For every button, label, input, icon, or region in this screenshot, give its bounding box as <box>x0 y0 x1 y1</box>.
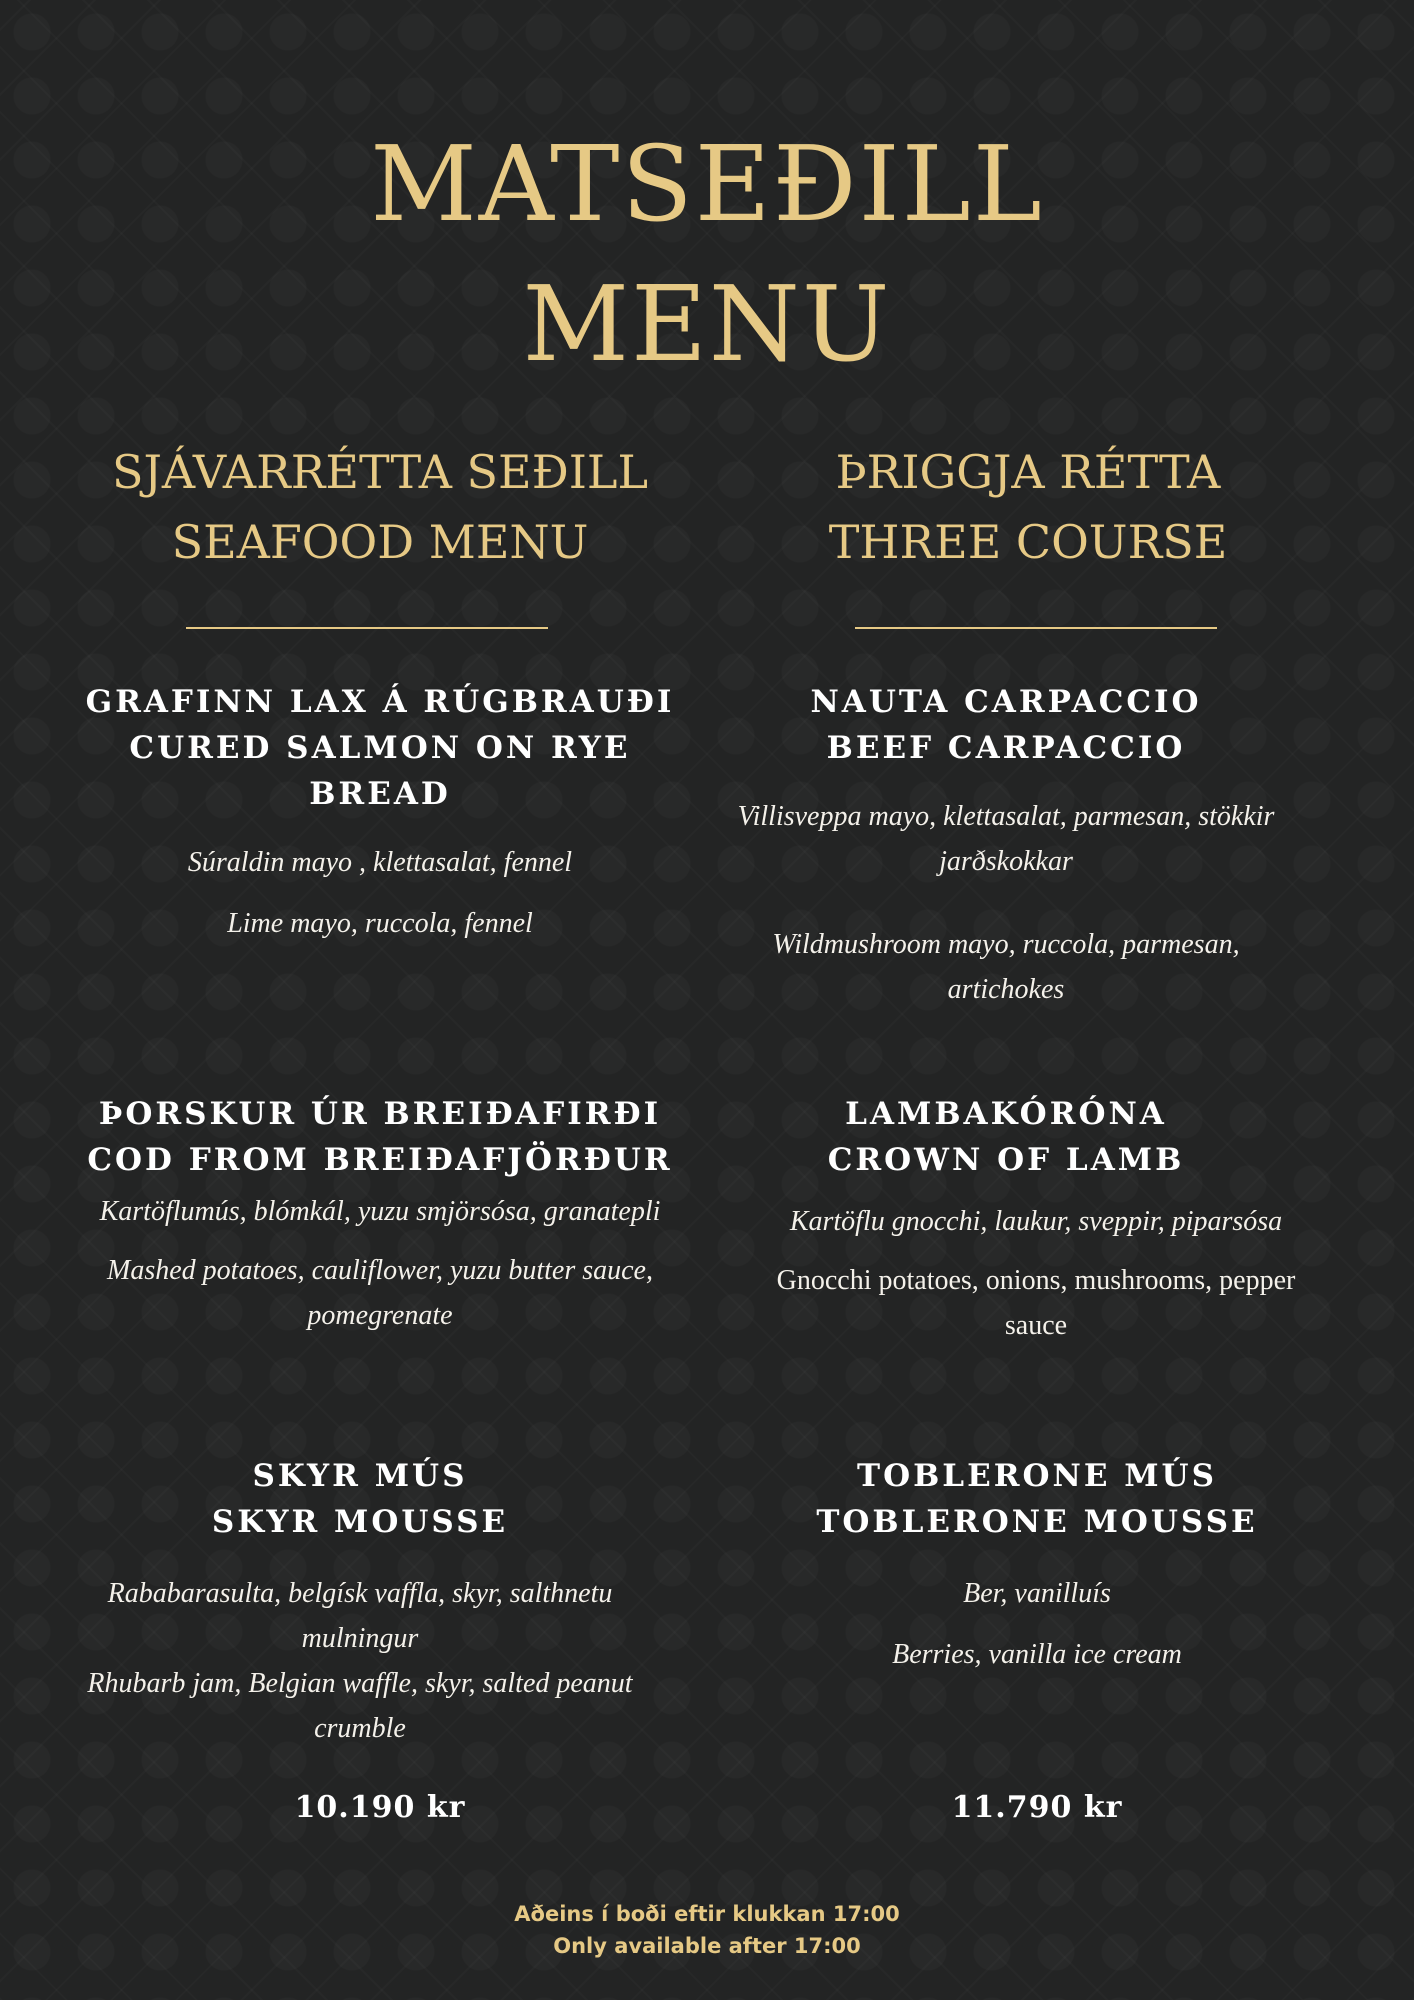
divider-left <box>186 627 548 629</box>
dish-desc-en: Rhubarb jam, Belgian waffle, skyr, salted peanut crumble <box>87 1668 633 1744</box>
menu-title-en: MENU <box>522 263 892 385</box>
dish-desc-is: Kartöflumús, blómkál, yuzu smjörsósa, granatepli <box>99 1196 661 1227</box>
dish-toblerone-mousse <box>717 1453 1357 1677</box>
dish-title-en: CROWN OF LAMB <box>827 1142 1185 1178</box>
menu-title-is: MATSEÐILL <box>370 123 1044 245</box>
dish-desc-en: Mashed potatoes, cauliflower, yuzu butter sauce, pomegrenate <box>107 1255 653 1331</box>
dish-desc-en: Wildmushroom mayo, ruccola, parmesan, artichokes <box>772 929 1240 1005</box>
dish-skyr-mousse <box>40 1453 680 1751</box>
dish-beef-carpaccio <box>686 679 1326 1012</box>
dish-title-is: LAMBAKÓRÓNA <box>845 1096 1167 1132</box>
availability-note-is: Aðeins í boði eftir klukkan 17:00 <box>514 1902 900 1926</box>
price-left-wrap <box>60 1790 700 1825</box>
dish-desc-is: Kartöflu gnocchi, laukur, sveppir, piparsósa <box>789 1206 1283 1237</box>
dish-title-is: SKYR MÚS <box>252 1458 468 1494</box>
section-heading-en: THREE COURSE <box>828 515 1228 569</box>
dish-title-en: CURED SALMON ON RYE BREAD <box>129 730 631 812</box>
dish-desc-en: Berries, vanilla ice cream <box>892 1639 1182 1670</box>
dish-title-en: BEEF CARPACCIO <box>826 730 1186 766</box>
dish-desc-en: Gnocchi potatoes, onions, mushrooms, pepper sauce <box>776 1265 1296 1341</box>
dish-desc-is: Rababarasulta, belgísk vaffla, skyr, salthnetu mulningur <box>107 1578 613 1654</box>
price-seafood-menu: 10.190 kr <box>294 1790 466 1825</box>
dish-cod <box>60 1091 700 1338</box>
dish-title-en: COD FROM BREIÐAFJÖRÐUR <box>87 1142 673 1178</box>
dish-title-is: GRAFINN LAX Á RÚGBRAUÐI <box>85 684 675 720</box>
dish-title-is: NAUTA CARPACCIO <box>810 684 1202 720</box>
dish-cured-salmon <box>60 679 700 946</box>
dish-title-en: SKYR MOUSSE <box>211 1504 509 1540</box>
dish-desc-is: Villisveppa mayo, klettasalat, parmesan, stökkir jarðskokkar <box>737 801 1275 877</box>
dish-desc-en: Lime mayo, ruccola, fennel <box>227 908 533 939</box>
divider-right <box>855 627 1217 629</box>
price-three-course: 11.790 kr <box>951 1790 1123 1825</box>
availability-note <box>0 1898 1414 1962</box>
section-heading-is: ÞRIGGJA RÉTTA <box>835 445 1221 499</box>
section-heading-is: SJÁVARRÉTTA SEÐILL <box>111 445 649 499</box>
availability-note-en: Only available after 17:00 <box>553 1934 861 1958</box>
dish-title-is: ÞORSKUR ÚR BREIÐAFIRÐI <box>98 1096 662 1132</box>
price-right-wrap <box>717 1790 1357 1825</box>
section-heading-en: SEAFOOD MENU <box>171 515 589 569</box>
dish-desc-is: Ber, vanilluís <box>963 1578 1111 1609</box>
dish-title-is: TOBLERONE MÚS <box>857 1458 1217 1494</box>
dish-crown-of-lamb <box>686 1091 1326 1348</box>
seafood-menu-heading <box>60 437 700 577</box>
dish-desc-is: Súraldin mayo , klettasalat, fennel <box>187 847 573 878</box>
three-course-heading <box>708 437 1348 577</box>
dish-title-en: TOBLERONE MOUSSE <box>816 1504 1258 1540</box>
